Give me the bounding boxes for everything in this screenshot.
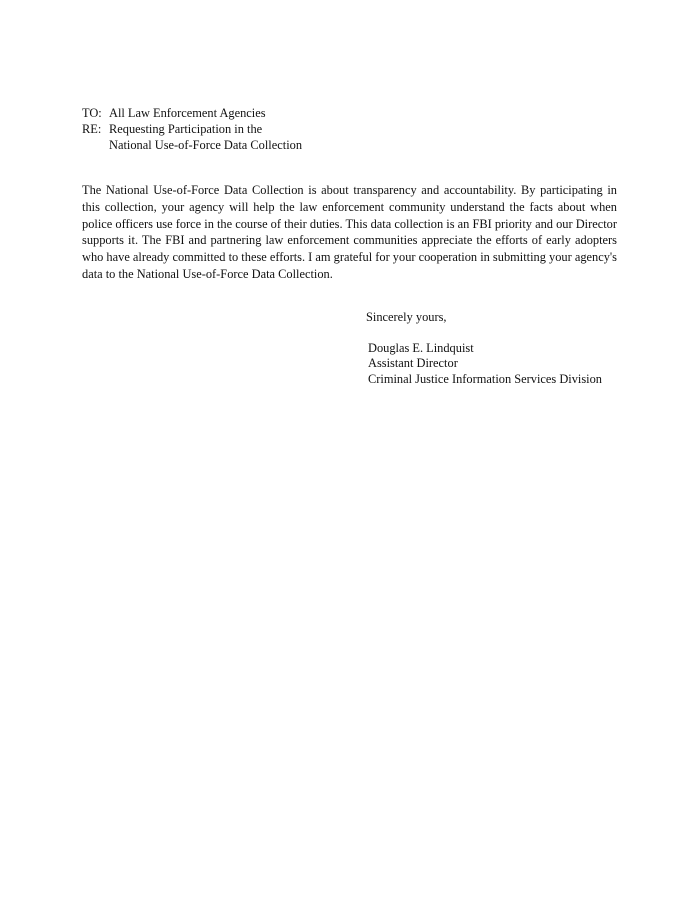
re-subject-line2: National Use-of-Force Data Collection	[109, 138, 303, 152]
to-line	[82, 105, 302, 121]
re-subject-line1: Requesting Participation in the	[109, 122, 263, 136]
signature-block	[366, 310, 602, 387]
signer-division: Criminal Justice Information Services Division	[368, 371, 603, 386]
re-line	[82, 121, 302, 137]
signer-name: Douglas E. Lindquist	[368, 340, 474, 355]
closing-salutation: Sincerely yours,	[366, 310, 447, 324]
letter-body-paragraph: The National Use-of-Force Data Collection is about transparency and accountability. By participating in this collection, your agency will help the law enforcement community understand the facts about when police officers use force in the course of their duties. This data collection is an FBI priority and our Director supports it. The FBI and partnering law enforcement communities appreciate the efforts of early adopters who have already committed to these efforts. I am grateful for your cooperation in submitting your agency's data to the National Use-of-Force Data Collection.	[82, 183, 617, 281]
re-label: RE:	[82, 122, 102, 136]
memo-header	[82, 105, 302, 153]
signer-title: Assistant Director	[368, 356, 458, 370]
to-value: All Law Enforcement Agencies	[109, 106, 266, 120]
to-label: TO:	[82, 106, 102, 120]
